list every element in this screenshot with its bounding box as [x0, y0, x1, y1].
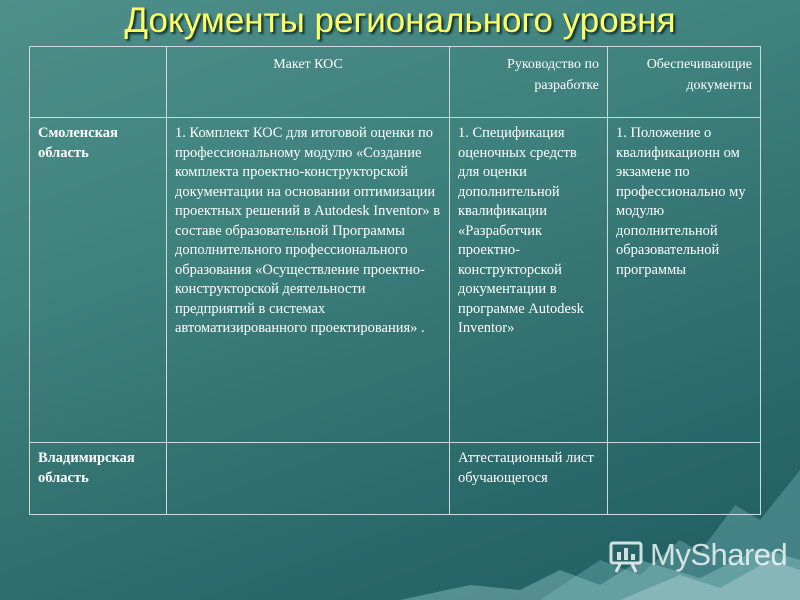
row-label-vladimir: Владимирская область: [30, 443, 167, 515]
header-cell-guide: Руководство по разработке: [450, 47, 608, 118]
table-cell: 1. Комплект КОС для итоговой оценки по профессиональному модулю «Создание комплекта проектно-конструкторской документации на основании оптимизации проектных решений в Autodesk Inventor» в составе образовательной Программы дополнительного профессионального образования «Осуществление проектно-конструкторской деятельности предприятий в системах автоматизированного проектирования» .: [167, 118, 450, 443]
table-cell: 1. Положение о квалификационн ом экзамене по профессионально му модулю дополнительной образовательной программы: [608, 118, 761, 443]
row-label-smolensk: Смоленская область: [30, 118, 167, 443]
table-header-row: [30, 47, 761, 118]
header-cell-maket: Макет КОС: [167, 47, 450, 118]
table-cell: [608, 443, 761, 515]
header-cell-support: Обеспечивающие документы: [608, 47, 761, 118]
table-cell: 1. Спецификация оценочных средств для оценки дополнительной квалификации «Разработчик проектно-конструкторской документации в программе Autodesk Inventor»: [450, 118, 608, 443]
documents-table: [29, 46, 761, 515]
table-cell: [167, 443, 450, 515]
presentation-board-icon: [608, 538, 644, 574]
table-row: [30, 118, 761, 443]
table-cell: Аттестационный лист обучающегося: [450, 443, 608, 515]
header-cell-empty: [30, 47, 167, 118]
myshared-watermark: [608, 536, 788, 576]
watermark-text: MyShared: [650, 537, 788, 572]
table-row: [30, 443, 761, 515]
slide-title: Документы регионального уровня: [124, 1, 676, 40]
